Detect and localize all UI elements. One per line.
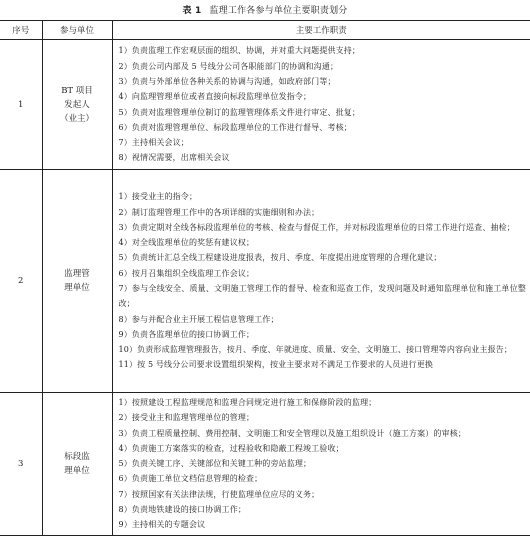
row-party xyxy=(42,393,112,536)
duty-item: 4）向监理管理单位或者直接向标段监理单位发指令； xyxy=(118,92,312,102)
table-body xyxy=(0,40,530,536)
duty-item: 6）按月召集组织全线监理工作会议； xyxy=(118,268,255,278)
duty-item: 11）按 5 号线分公司要求设置组织架构，按业主要求对不满足工作要求的人员进行更换 xyxy=(118,360,434,370)
row-duties xyxy=(112,170,530,393)
duty-item: 9）负责各监理单位的接口协调工作； xyxy=(118,329,255,339)
duty-item: 2）负责公司内部及 5 号线分公司各职能部门的协调和沟通； xyxy=(118,61,339,71)
duty-item: 2）接受业主和监理管理单位的管理； xyxy=(118,413,255,423)
row-party xyxy=(42,170,112,393)
duty-item: 8）负责地铁建设的接口协调工作； xyxy=(118,505,246,515)
duty-item: 3）负责与外部单位各种关系的协调与沟通，如政府部门等； xyxy=(118,76,336,86)
table-row xyxy=(0,393,530,536)
row-seq: 1 xyxy=(0,40,42,170)
table-caption xyxy=(0,5,530,17)
row-duties xyxy=(112,40,530,170)
row-seq: 3 xyxy=(0,393,42,536)
duty-item: 3）负责定期对全线各标段监理单位的考核、检查与督促工作，并对标段监理单位的日常工作进行巡查、抽检； xyxy=(118,222,515,232)
table-caption-title: 监理工作各参与单位主要职责划分 xyxy=(209,6,348,16)
duty-item: 8）参与并配合业主开展工程信息管理工作； xyxy=(118,314,279,324)
party-line: 标段监 xyxy=(64,451,90,462)
table-header xyxy=(0,21,530,40)
table-row xyxy=(0,170,530,393)
header-seq: 序号 xyxy=(0,21,42,40)
duty-item: 2）制订监理管理工作中的各项详细的实施细则和办法； xyxy=(118,207,320,217)
duty-item: 7）按照国家有关法律法规，行使监理单位应尽的义务； xyxy=(118,489,320,499)
header-duties: 主要工作职责 xyxy=(112,21,530,40)
duty-item: 7）参与全线安全、质量、文明施工管理工作的督导、检查和巡查工作，发现问题及时通知监理单位和施工单位整改； xyxy=(118,284,526,309)
duty-item: 10）负责形成监理管理报告，按月、季度、年就进度、质量、安全、文明施工、接口管理等内容向业主报告； xyxy=(118,345,513,355)
party-line: BT 项目 xyxy=(61,85,93,96)
header-party: 参与单位 xyxy=(42,21,112,40)
party-line: 理单位 xyxy=(64,283,90,293)
table-row xyxy=(0,40,530,170)
duty-table xyxy=(0,20,530,536)
party-line: （业主） xyxy=(59,113,94,124)
row-seq: 2 xyxy=(0,170,42,393)
duty-item: 4）对全线监理单位的奖惩有建议权； xyxy=(118,238,255,248)
row-party xyxy=(42,40,112,170)
table-header-row xyxy=(0,21,530,40)
duty-item: 7）主持相关会议； xyxy=(118,138,189,148)
duty-item: 3）负责工程质量控制、费用控制、文明施工和安全管理以及施工组织设计（施工方案）的审核； xyxy=(118,428,467,438)
duty-item: 5）负责统计汇总全线工程建设进度报表，按月、季度、年度提出进度管理的合理化建议； xyxy=(118,253,442,263)
party-line: 发起人 xyxy=(64,99,90,110)
duty-item: 1）按照建设工程监理规范和监理合同规定进行施工和保修阶段的监理； xyxy=(118,398,377,407)
party-line: 监理管 xyxy=(64,269,90,279)
duty-item: 5）负责对监理管理单位制订的监理管理体系文件进行审定、批复； xyxy=(118,107,361,117)
duty-item: 6）负责对监理管理单位、标段监理单位的工作进行督导、考核； xyxy=(118,122,352,132)
duty-item: 1）接受业主的指令； xyxy=(118,192,198,202)
party-line: 理单位 xyxy=(64,465,90,476)
duty-item: 5）负责关键工序、关键部位和关键工种的旁站监理； xyxy=(118,459,312,469)
duty-item: 8）视情况需要，出席相关会议 xyxy=(118,153,230,163)
duty-item: 6）负责施工单位文档信息管理的检查； xyxy=(118,474,263,484)
duty-item: 9）主持相关的专题会议 xyxy=(118,520,206,530)
table-caption-label: 表 1 xyxy=(182,6,202,16)
duty-item: 4）负责施工方案落实的检查，过程验收和隐蔽工程竣工验收； xyxy=(118,443,344,453)
row-duties xyxy=(112,393,530,536)
duty-item: 1）负责监理工作宏观层面的组织、协调，并对重大问题提供支持； xyxy=(118,46,361,56)
